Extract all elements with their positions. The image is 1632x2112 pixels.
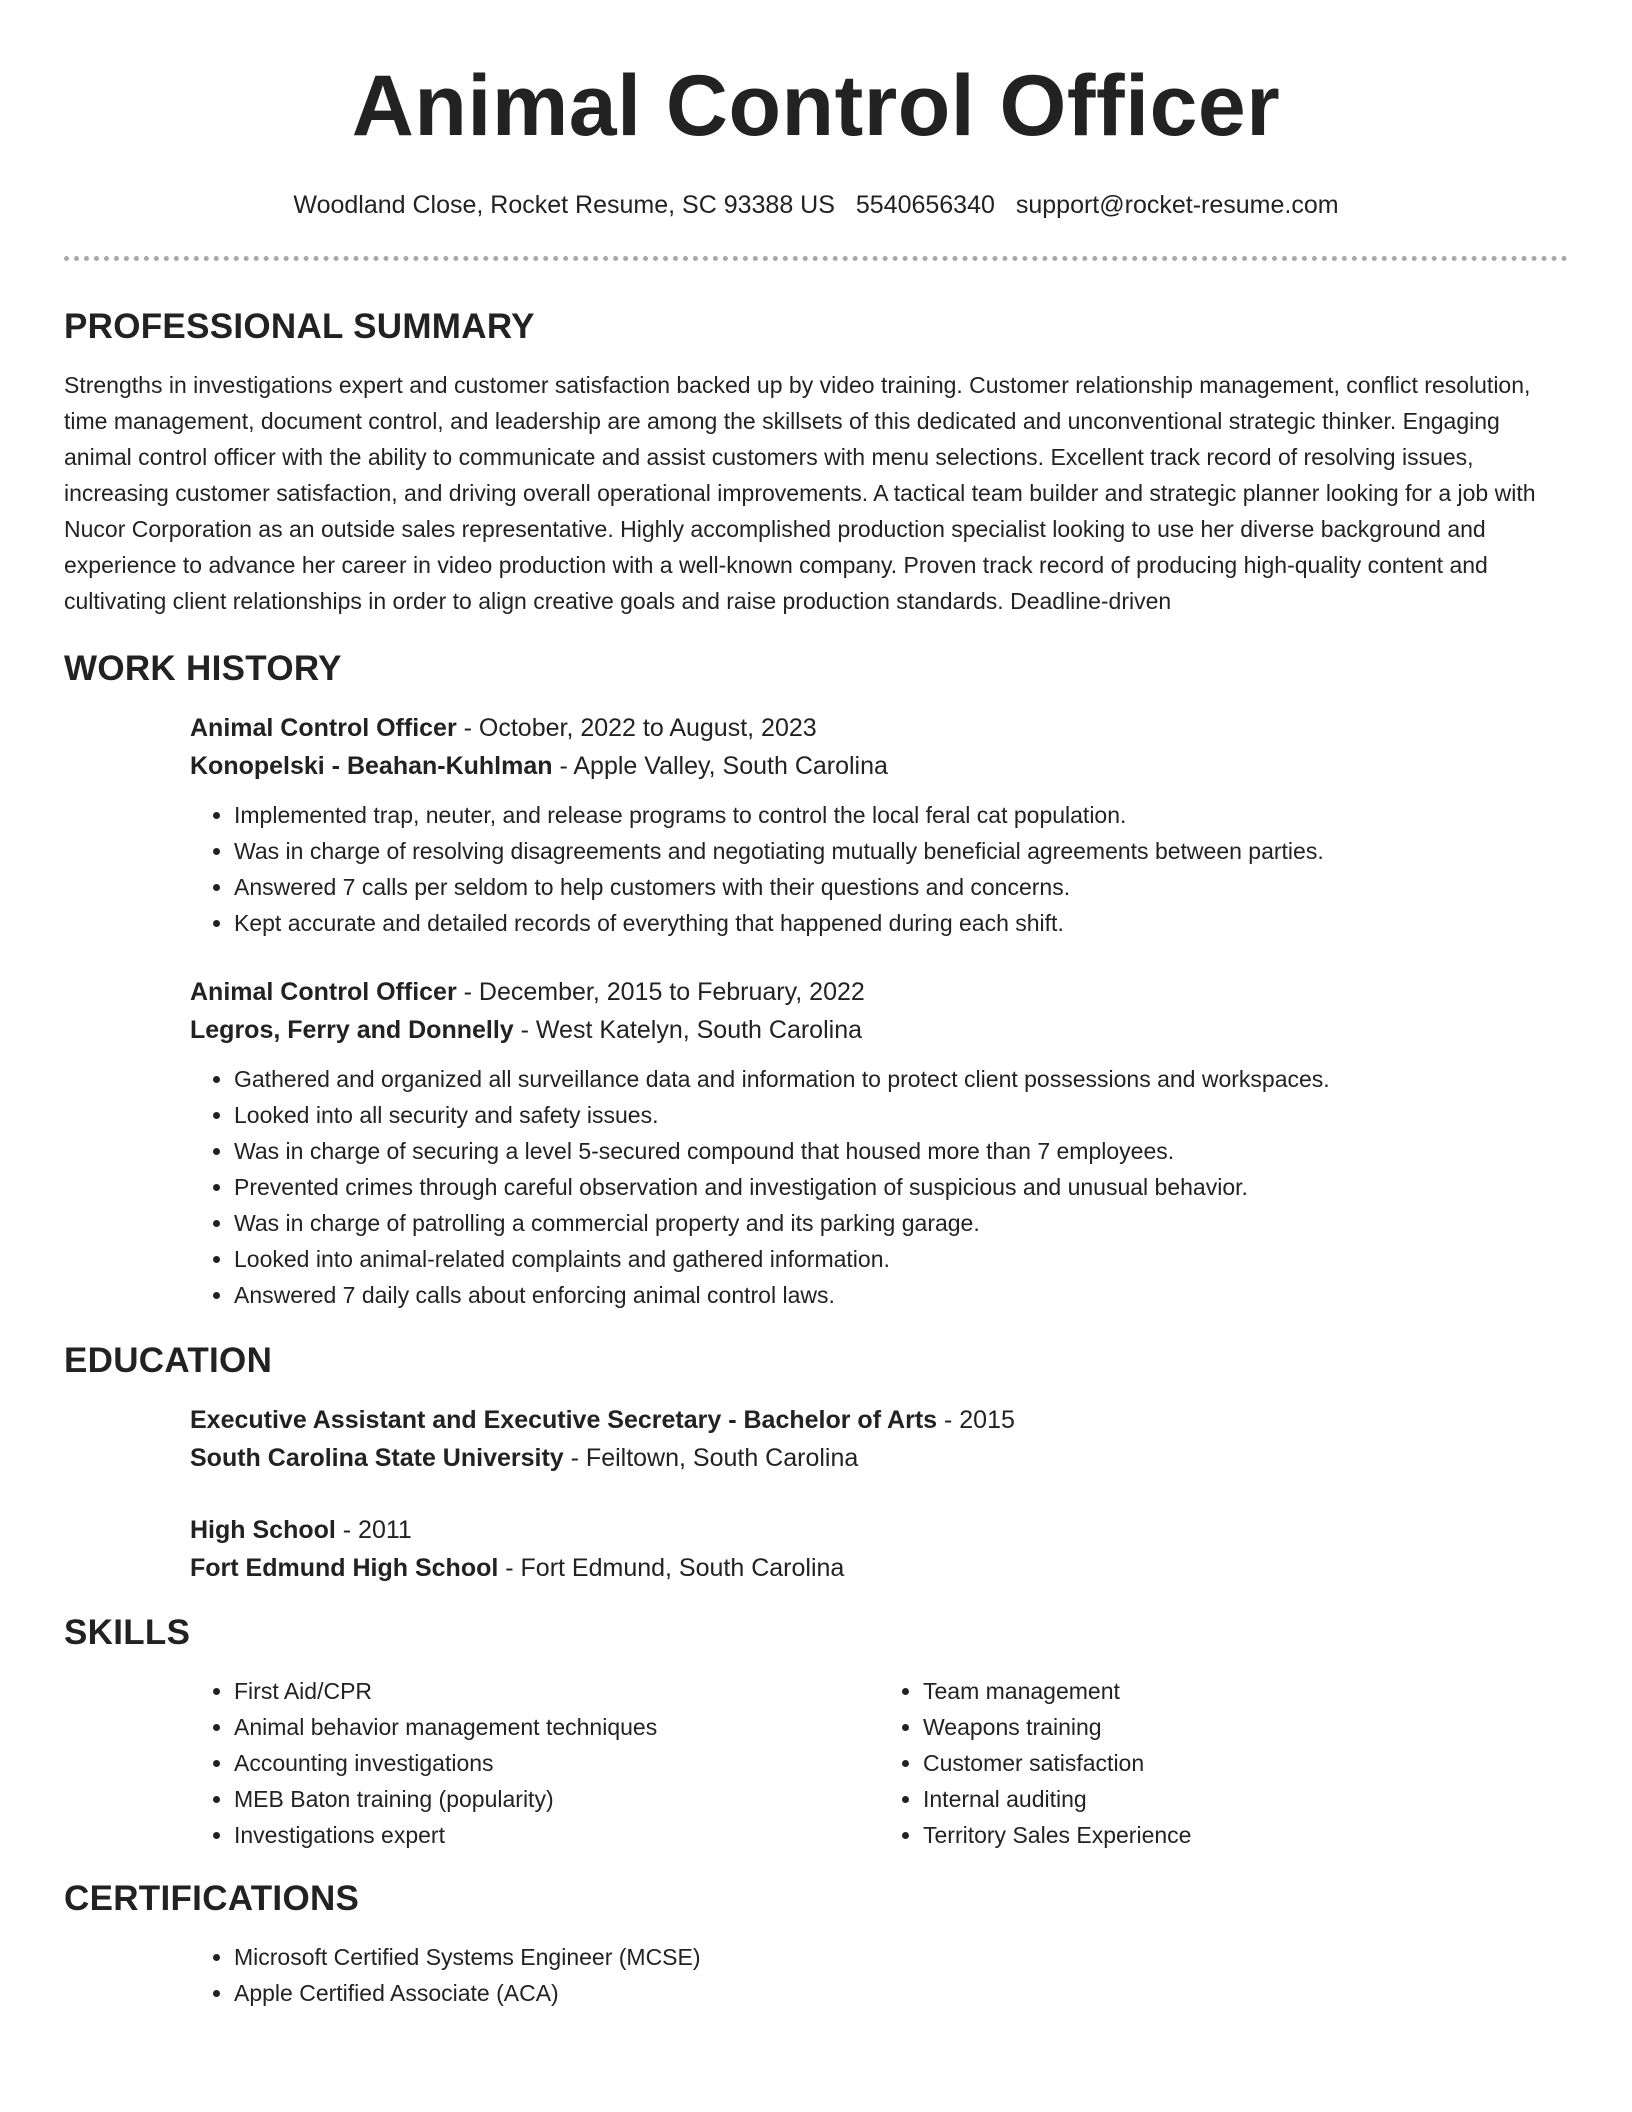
- list-item: • Gathered and organized all surveillance data and information to protect client possessions and workspaces.: [234, 1061, 1568, 1097]
- summary-section: [64, 305, 1568, 619]
- list-item: • Internal auditing: [923, 1781, 1568, 1817]
- resume-name: Animal Control Officer: [351, 58, 1281, 154]
- school-line: [190, 1549, 1568, 1587]
- list-item: • Answered 7 calls per seldom to help customers with their questions and concerns.: [234, 869, 1568, 905]
- section-title-skills: SKILLS: [64, 1613, 191, 1652]
- school-line: [190, 1439, 1568, 1477]
- job-company: Konopelski - Beahan-Kuhlman: [190, 752, 553, 780]
- degree-line: [190, 1511, 1568, 1549]
- list-item: • Apple Certified Associate (ACA): [234, 1975, 1568, 2011]
- education-entry: [190, 1401, 1568, 1477]
- degree-line: [190, 1401, 1568, 1439]
- resume-page: [64, 0, 1568, 2011]
- job-role: Animal Control Officer: [190, 978, 457, 1006]
- list-item: • Was in charge of securing a level 5-secured compound that housed more than 7 employees.: [234, 1133, 1568, 1169]
- education-section: [64, 1339, 1568, 1587]
- list-item: • First Aid/CPR: [234, 1673, 879, 1709]
- list-item: • Kept accurate and detailed records of everything that happened during each shift.: [234, 905, 1568, 941]
- section-title-summary: PROFESSIONAL SUMMARY: [64, 307, 535, 346]
- job-location: - Apple Valley, South Carolina: [552, 752, 888, 780]
- list-item: • Was in charge of resolving disagreements and negotiating mutually beneficial agreements between parties.: [234, 833, 1568, 869]
- degree-name: Executive Assistant and Executive Secretary - Bachelor of Arts: [190, 1406, 938, 1434]
- job-bullets: [190, 797, 1568, 941]
- school-name: South Carolina State University: [190, 1444, 564, 1472]
- skills-section: [64, 1611, 1568, 1853]
- section-title-education: EDUCATION: [64, 1341, 273, 1380]
- job-role: Animal Control Officer: [190, 714, 457, 742]
- list-item: • Looked into all security and safety issues.: [234, 1097, 1568, 1133]
- job-location: - West Katelyn, South Carolina: [513, 1016, 863, 1044]
- job-company-line: [190, 1011, 1568, 1049]
- job-title-line: [190, 709, 1568, 747]
- list-item: • Customer satisfaction: [923, 1745, 1568, 1781]
- job-company-line: [190, 747, 1568, 785]
- list-item: • Prevented crimes through careful observation and investigation of suspicious and unusual behavior.: [234, 1169, 1568, 1205]
- job-bullets: [190, 1061, 1568, 1313]
- job-dates: - October, 2022 to August, 2023: [456, 714, 817, 742]
- list-item: • Answered 7 daily calls about enforcing animal control laws.: [234, 1277, 1568, 1313]
- education-entry: [190, 1511, 1568, 1587]
- list-item: • Team management: [923, 1673, 1568, 1709]
- header-divider: [64, 256, 1568, 261]
- list-item: • Looked into animal-related complaints and gathered information.: [234, 1241, 1568, 1277]
- skills-list-right: [879, 1673, 1568, 1853]
- job-company: Legros, Ferry and Donnelly: [190, 1016, 514, 1044]
- section-title-certifications: CERTIFICATIONS: [64, 1879, 360, 1918]
- job-dates: - December, 2015 to February, 2022: [456, 978, 865, 1006]
- list-item: • Weapons training: [923, 1709, 1568, 1745]
- school-name: Fort Edmund High School: [190, 1554, 499, 1582]
- summary-text: Strengths in investigations expert and customer satisfaction backed up by video training. Customer relationship management, conflict resolution, time management, document control, and leadership are among the skillsets of this dedicated and unconventional strategic thinker. Engaging animal control officer with the ability to communicate and assist customers with menu selections. Excellent track record of resolving issues, increasing customer satisfaction, and driving overall operational improvements. A tactical team builder and strategic planner looking for a job with Nucor Corporation as an outside sales representative. Highly accomplished production specialist looking to use her diverse background and experience to advance her career in video production with a well-known company. Proven track record of producing high-quality content and cultivating client relationships in order to align creative goals and raise production standards. Deadline-driven: [64, 372, 1536, 614]
- degree-year: - 2015: [937, 1406, 1015, 1434]
- section-title-work: WORK HISTORY: [64, 649, 342, 688]
- list-item: • Microsoft Certified Systems Engineer (MCSE): [234, 1939, 1568, 1975]
- list-item: • Animal behavior management techniques: [234, 1709, 879, 1745]
- job-entry: [190, 709, 1568, 941]
- school-location: - Fort Edmund, South Carolina: [498, 1554, 845, 1582]
- degree-year: - 2011: [335, 1516, 412, 1544]
- job-entry: [190, 973, 1568, 1313]
- certifications-list: [190, 1939, 1568, 2011]
- list-item: • Territory Sales Experience: [923, 1817, 1568, 1853]
- list-item: • Accounting investigations: [234, 1745, 879, 1781]
- list-item: • Was in charge of patrolling a commercial property and its parking garage.: [234, 1205, 1568, 1241]
- contact-line: [64, 188, 1568, 222]
- contact-email: support@rocket-resume.com: [1015, 191, 1339, 219]
- job-title-line: [190, 973, 1568, 1011]
- degree-name: High School: [190, 1516, 336, 1544]
- skills-grid: [190, 1673, 1568, 1853]
- school-location: - Feiltown, South Carolina: [563, 1444, 859, 1472]
- work-section: [64, 647, 1568, 1313]
- contact-phone: 5540656340: [855, 191, 995, 219]
- contact-address: Woodland Close, Rocket Resume, SC 93388 US: [293, 191, 835, 219]
- list-item: • Investigations expert: [234, 1817, 879, 1853]
- certifications-section: [64, 1877, 1568, 2011]
- list-item: • MEB Baton training (popularity): [234, 1781, 879, 1817]
- list-item: • Implemented trap, neuter, and release programs to control the local feral cat population.: [234, 797, 1568, 833]
- skills-list-left: [190, 1673, 879, 1853]
- certifications-block: [190, 1939, 1568, 2011]
